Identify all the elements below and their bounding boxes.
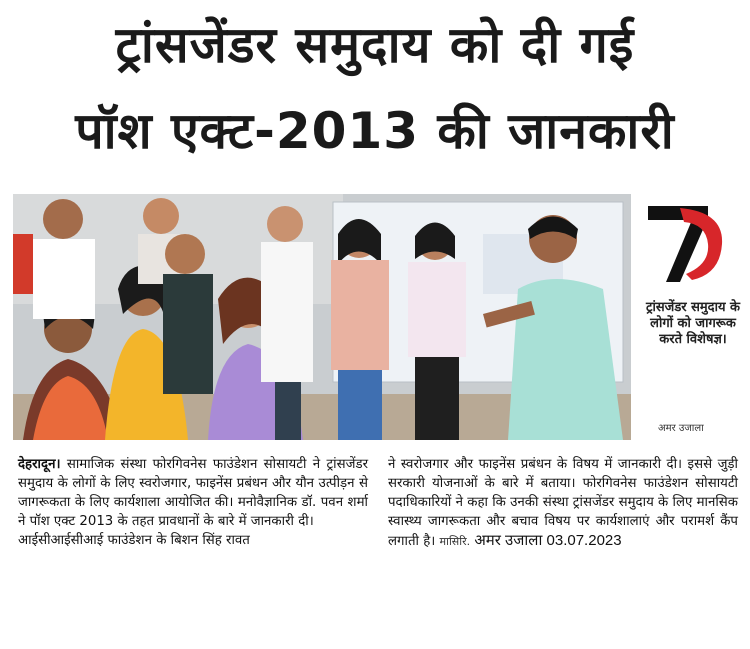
article-para2: आईसीआईसीआई फाउंडेशन के बिशन सिंह रावत [18,533,250,548]
headline-line-1: ट्रांसजेंडर समुदाय को दी गई [115,16,635,74]
amar-ujala-logo-icon [646,204,726,284]
author-abbr: मासिरि. [439,535,471,548]
photo-credit: अमर उजाला [658,423,704,434]
headline-line-2: पॉश एक्ट-2013 की जानकारी [75,102,675,160]
news-photo [13,194,631,440]
article-column-2 [388,455,738,551]
article-text-col1: सामाजिक संस्था फोरगिवनेस फाउंडेशन सोसायटी ने ट्रांसजेंडर समुदाय के लोगों के लिए स्वरोजगार, फाइनेंस प्रबंधन और यौन उत्पीड़न से जागरूकता के लिए कार्यशाला आयोजित की। मनोवैज्ञानिक डॉ. पवन शर्मा ने पॉश एक्ट 2013 के तहत प्रावधानों के बारे में जानकारी दी। [18,457,369,529]
news-photo-illustration [13,194,631,440]
article-column-1 [18,455,368,550]
article-text-col2: ने स्वरोजगार और फाइनेंस प्रबंधन के विषय में जानकारी दी। इससे जुड़ी सरकारी योजनाओं के बारे में बताया। फोरगिवनेस फाउंडेशन सोसायटी पदाधिकारियों ने कहा कि उनकी संस्था ट्रांसजेंडर समुदाय के लिए मानसिक स्वास्थ्य जागरूकता और बचाव विषय पर कार्यशालाएं और परामर्श कैंप लगाती है। [388,457,738,549]
photo-caption: ट्रांसजेंडर समुदाय के लोगों को जागरूक करते विशेषज्ञ। [645,300,741,347]
source-date: अमर उजाला 03.07.2023 [474,532,622,549]
photo-caption-box [638,194,742,440]
dateline: देहरादून। [18,457,61,472]
